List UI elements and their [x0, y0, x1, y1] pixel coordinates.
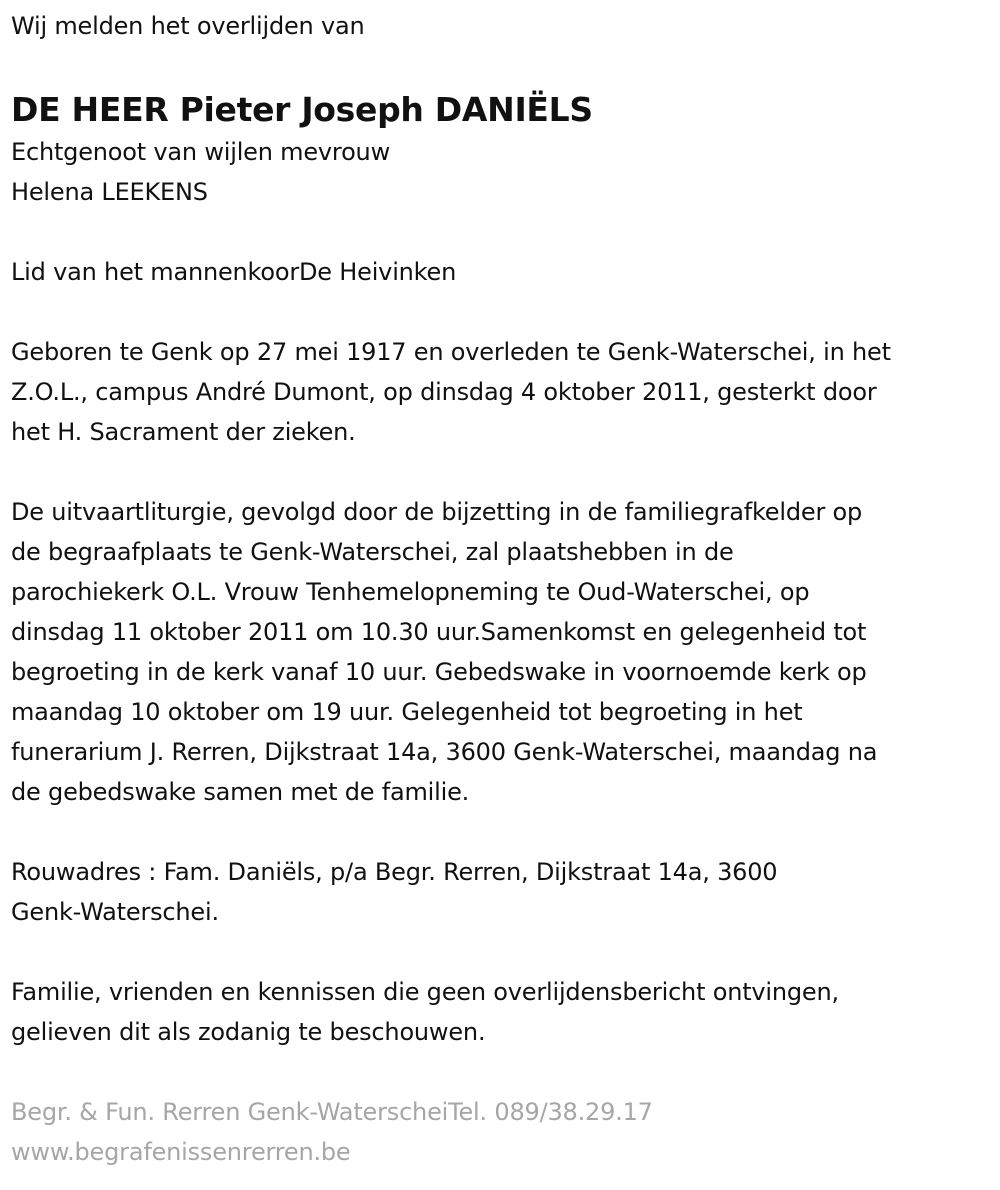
obituary-notice: [11, 0, 991, 1172]
intro-text: Wij melden het overlijden van: [11, 12, 365, 40]
closing-line: Familie, vrienden en kennissen die geen overlijdensbericht ontvingen,: [11, 978, 839, 1006]
funeral-home-contact: Begr. & Fun. Rerren Genk-WaterscheiTel. 089/38.29.17: [11, 1098, 653, 1126]
address-line: Genk-Waterschei.: [11, 898, 219, 926]
paragraph-line: dinsdag 11 oktober 2011 om 10.30 uur.Samenkomst en gelegenheid tot: [11, 618, 867, 646]
membership-text: Lid van het mannenkoorDe Heivinken: [11, 258, 457, 286]
paragraph-line: funerarium J. Rerren, Dijkstraat 14a, 3600 Genk-Waterschei, maandag na: [11, 738, 878, 766]
address-line: Rouwadres : Fam. Daniëls, p/a Begr. Rerren, Dijkstraat 14a, 3600: [11, 858, 778, 886]
deceased-name: DE HEER Pieter Joseph DANIËLS: [11, 90, 593, 129]
birth-death-paragraph: [11, 332, 991, 452]
funeral-home-footer: [11, 1092, 991, 1172]
funeral-home-website[interactable]: www.begrafenissenrerren.be: [11, 1138, 351, 1166]
spouse-info: [11, 132, 991, 212]
paragraph-line: Geboren te Genk op 27 mei 1917 en overleden te Genk-Waterschei, in het: [11, 338, 891, 366]
closing-line: gelieven dit als zodanig te beschouwen.: [11, 1018, 486, 1046]
paragraph-line: het H. Sacrament der zieken.: [11, 418, 356, 446]
paragraph-line: Z.O.L., campus André Dumont, op dinsdag 4 oktober 2011, gesterkt door: [11, 378, 877, 406]
paragraph-line: de gebedswake samen met de familie.: [11, 778, 470, 806]
closing-paragraph: [11, 972, 991, 1052]
paragraph-line: maandag 10 oktober om 19 uur. Gelegenheid tot begroeting in het: [11, 698, 803, 726]
paragraph-line: begroeting in de kerk vanaf 10 uur. Gebedswake in voornoemde kerk op: [11, 658, 867, 686]
paragraph-line: De uitvaartliturgie, gevolgd door de bijzetting in de familiegrafkelder op: [11, 498, 863, 526]
paragraph-line: parochiekerk O.L. Vrouw Tenhemelopneming te Oud-Waterschei, op: [11, 578, 810, 606]
paragraph-line: de begraafplaats te Genk-Waterschei, zal plaatshebben in de: [11, 538, 734, 566]
funeral-paragraph: [11, 492, 991, 812]
spouse-line: Echtgenoot van wijlen mevrouw: [11, 138, 390, 166]
spouse-line: Helena LEEKENS: [11, 178, 208, 206]
mourning-address: [11, 852, 991, 932]
